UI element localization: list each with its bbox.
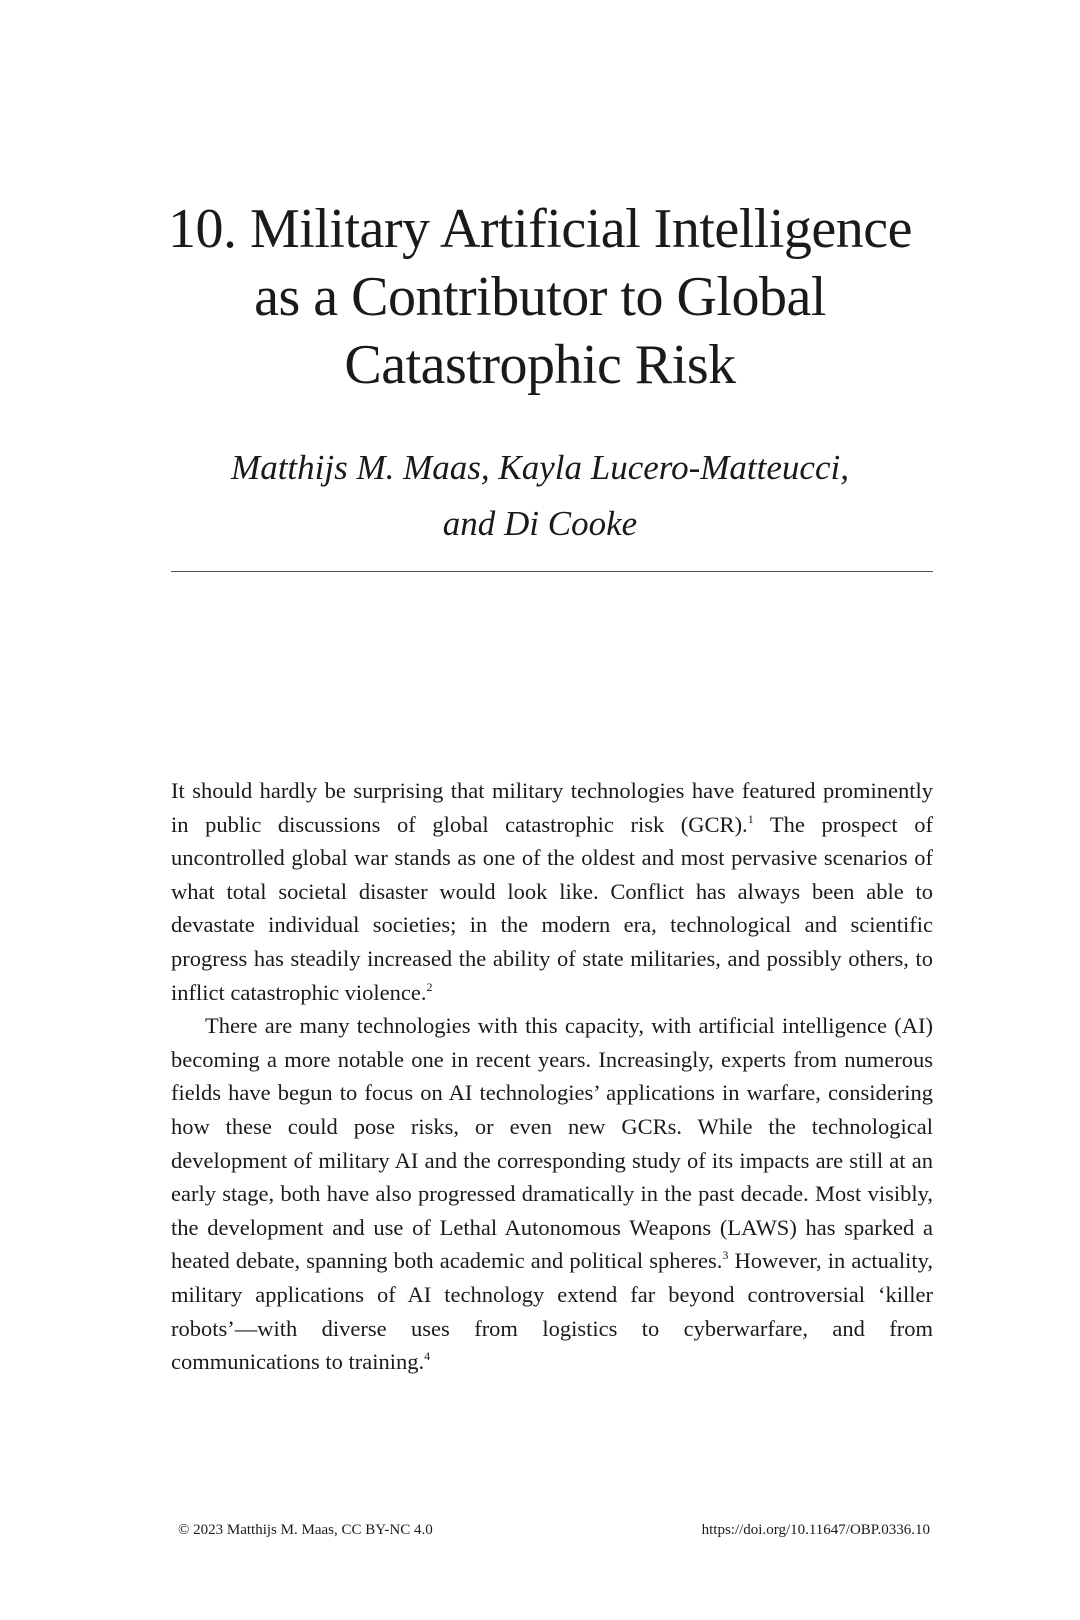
footnote-marker-2[interactable]: 2 [426,979,433,994]
doi-link[interactable]: https://doi.org/10.11647/OBP.0336.10 [701,1522,930,1538]
chapter-authors [150,440,930,552]
chapter-title-line: Catastrophic Risk [344,334,736,396]
paragraph-text: There are many technologies with this capacity, with artificial intelligence (AI) becoming a more notable one in recent years. Increasingly, experts from numerous fields have begun to focus on AI technologies’ applications in warfare, considering how these could pose risks, or even new GCRs. While the technological development of military AI and the corresponding study of its impacts are still at an early stage, both have also progressed dramatically in the past decade. Most visibly, the development and use of Lethal Autonomous Weapons (LAWS) has sparked a heated debate, spanning both academic and political spheres. [171,1013,933,1274]
footnote-marker-1[interactable]: 1 [747,811,754,826]
authors-line: Matthijs M. Maas, Kayla Lucero-Matteucci, [231,448,849,487]
footnote-marker-4[interactable]: 4 [424,1349,431,1364]
page-footer [178,1522,930,1539]
copyright-notice: © 2023 Matthijs M. Maas, CC BY-NC 4.0 [178,1522,433,1538]
paragraph-text: However, in actuality, military applications of AI technology extend far beyond controversial ‘killer robots’—with diverse uses from logistics to cyberwarfare, and from communications to training. [171,1248,933,1375]
footnote-marker-3[interactable]: 3 [722,1248,729,1263]
chapter-title-line: 10. Military Artificial Intelligence [168,198,912,260]
chapter-title-line: as a Contributor to Global [254,266,826,328]
paragraph-text: It should hardly be surprising that military technologies have featured prominently in public discussions of global catastrophic risk (GCR). [171,778,933,837]
title-divider [171,571,933,572]
authors-line: and Di Cooke [442,504,638,543]
paragraph-text: The prospect of uncontrolled global war stands as one of the oldest and most pervasive scenarios of what total societal disaster would look like. Conflict has always been able to devastate individual societies; in the modern era, technological and scientific progress has steadily increased the ability of state militaries, and possibly others, to inflict catastrophic violence. [171,811,933,1005]
body-text [171,774,933,1379]
paragraph-2 [171,1009,933,1379]
chapter-title [150,195,930,399]
paragraph-1 [171,774,933,1009]
